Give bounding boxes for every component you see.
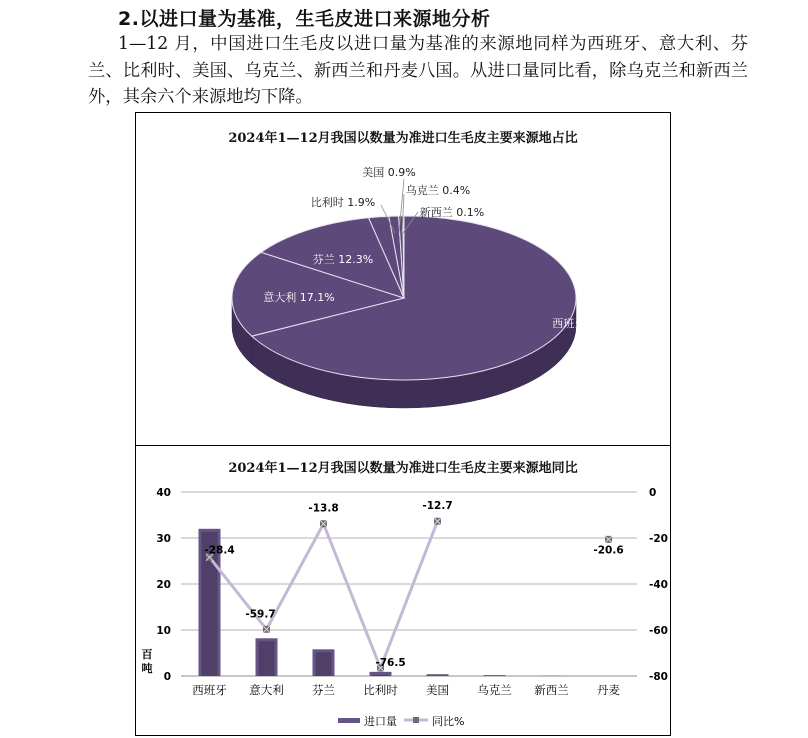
line-label-3: -76.5 — [375, 656, 406, 669]
pie-chart — [136, 113, 670, 445]
xtick-0: 西班牙 — [192, 683, 227, 697]
line-marker-1 — [263, 626, 270, 633]
pie-chart-panel — [135, 112, 671, 446]
bar-shade-3 — [373, 675, 389, 676]
ytick-right-3: -20 — [649, 533, 668, 545]
section-heading: 2.以进口量为基准，生毛皮进口来源地分析 — [118, 8, 491, 30]
pie-label-2: 芬兰 12.3% — [312, 253, 374, 266]
xtick-1: 意大利 — [249, 683, 284, 697]
combo-chart-title: 2024年1—12月我国以数量为准进口生毛皮主要来源地同比 — [228, 461, 578, 476]
ytick-right-0: -80 — [649, 671, 668, 683]
combo-chart-panel — [135, 445, 671, 736]
xtick-6: 新西兰 — [534, 683, 569, 697]
line-marker-7 — [605, 536, 612, 543]
ytick-right-4: 0 — [649, 487, 657, 499]
pie-chart-title: 2024年1—12月我国以数量为准进口生毛皮主要来源地占比 — [228, 131, 578, 146]
line-label-4: -12.7 — [422, 500, 453, 513]
xtick-5: 乌克兰 — [477, 683, 512, 697]
combo-chart — [136, 446, 670, 735]
pie-label-0: 西班牙 67.3% — [552, 317, 624, 330]
line-marker-2 — [320, 520, 327, 527]
bar-shade-1 — [259, 641, 275, 676]
ylabel-left-char: 吨 — [141, 662, 153, 675]
ylabel-left-char: 百 — [141, 648, 153, 661]
xtick-7: 丹麦 — [597, 683, 620, 697]
bar-5 — [484, 675, 506, 676]
line-label-2: -13.8 — [308, 502, 339, 515]
ytick-left-0: 0 — [163, 671, 171, 683]
ytick-left-2: 20 — [156, 579, 171, 591]
line-label-1: -59.7 — [245, 608, 276, 621]
section-paragraph: 1—12 月，中国进口生毛皮以进口量为基准的来源地同样为西班牙、意大利、芬兰、比利时、美国、乌克兰、新西兰和丹麦八国。从进口量同比看，除乌克兰和新西兰外，其余六个来源地均下降。 — [88, 34, 748, 107]
ytick-left-1: 10 — [156, 625, 171, 637]
legend-swatch-marker — [413, 717, 419, 723]
line-label-0: -28.4 — [204, 544, 235, 557]
bar-4 — [427, 674, 449, 676]
ytick-left-4: 40 — [156, 487, 171, 499]
legend — [338, 714, 464, 728]
legend-swatch-bar — [338, 718, 360, 723]
xtick-2: 芬兰 — [312, 683, 335, 697]
ytick-right-2: -40 — [649, 579, 668, 591]
pie-label-6: 新西兰 0.1% — [419, 206, 485, 219]
xtick-4: 美国 — [426, 683, 449, 697]
legend-label-bar: 进口量 — [364, 715, 397, 728]
pie-label-3: 比利时 1.9% — [310, 196, 376, 209]
pie-label-4: 美国 0.9% — [362, 166, 416, 179]
line-marker-4 — [434, 518, 441, 525]
legend-label-line: 同比% — [432, 715, 465, 728]
pie-label-1: 意大利 17.1% — [263, 291, 335, 304]
line-segment-3 — [381, 521, 438, 668]
pie-label-5: 乌克兰 0.4% — [405, 184, 471, 197]
line-segment-2 — [324, 524, 381, 668]
xtick-3: 比利时 — [363, 683, 398, 697]
bar-shade-2 — [316, 652, 332, 676]
ytick-left-3: 30 — [156, 533, 171, 545]
ytick-right-1: -60 — [649, 625, 668, 637]
line-label-7: -20.6 — [593, 544, 624, 557]
